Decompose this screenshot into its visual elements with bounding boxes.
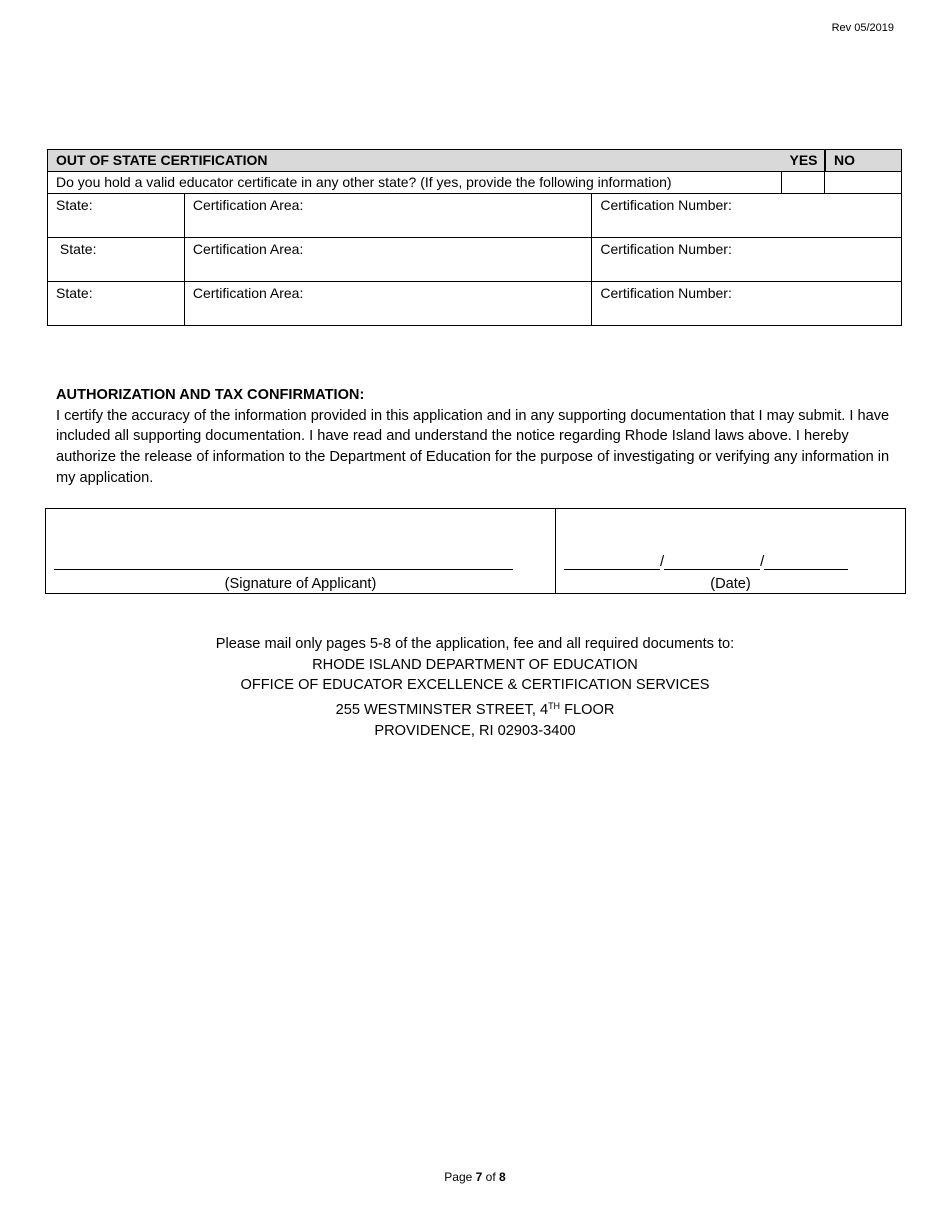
mailing-city: PROVIDENCE, RI 02903-3400 [374, 722, 576, 739]
mailing-office: OFFICE OF EDUCATOR EXCELLENCE & CERTIFICATION SERVICES [240, 677, 710, 694]
no-checkbox-cell[interactable] [825, 172, 902, 194]
state-field[interactable]: State: [48, 282, 185, 326]
authorization-heading: AUTHORIZATION AND TAX CONFIRMATION: [56, 387, 365, 403]
yes-header: YES [782, 150, 826, 171]
date-year-blank[interactable] [764, 555, 848, 570]
certification-row [48, 238, 902, 282]
certification-area-field[interactable]: Certification Area: [184, 194, 591, 238]
yes-checkbox-cell[interactable] [782, 172, 825, 194]
state-field[interactable]: State: [48, 194, 185, 238]
table-header-row [48, 150, 902, 172]
certification-row [48, 282, 902, 326]
date-line[interactable] [564, 553, 848, 570]
certification-area-field[interactable]: Certification Area: [184, 238, 591, 282]
signature-line[interactable] [54, 555, 513, 570]
certification-row [48, 194, 902, 238]
certification-number-field[interactable]: Certification Number: [592, 194, 902, 238]
mailing-department: RHODE ISLAND DEPARTMENT OF EDUCATION [312, 656, 638, 673]
mailing-line: Please mail only pages 5-8 of the application, fee and all required documents to: [215, 636, 735, 652]
authorization-section [56, 385, 896, 489]
date-month-blank[interactable] [564, 555, 660, 570]
signature-caption: (Signature of Applicant) [224, 576, 377, 592]
page-number: Page 7 of 8 [444, 1170, 506, 1184]
date-cell [556, 509, 905, 593]
authorization-text: I certify the accuracy of the information provided in this application and in any supporting documentation that I may submit. I have included all supporting documentation. I have read and understand the notice regarding Rhode Island laws above. I hereby authorize the release of information to the Department of Education for the purpose of investigating or verifying any information in my application. [56, 407, 890, 486]
date-separator: / [760, 553, 765, 570]
date-caption: (Date) [710, 576, 751, 592]
mailing-street: 255 WESTMINSTER STREET, 4TH FLOOR [335, 701, 615, 719]
certification-number-field[interactable]: Certification Number: [592, 282, 902, 326]
no-header: NO [834, 152, 856, 168]
signature-box [45, 508, 906, 594]
out-of-state-certification-table [47, 149, 902, 326]
question-row [48, 172, 902, 194]
mailing-instructions [0, 634, 950, 742]
signature-cell [46, 509, 556, 593]
certificate-question: Do you hold a valid educator certificate in any other state? (If yes, provide the following information) [48, 172, 782, 194]
section-title: OUT OF STATE CERTIFICATION [48, 150, 825, 172]
date-day-blank[interactable] [664, 555, 760, 570]
date-separator: / [660, 553, 665, 570]
state-field[interactable]: State: [48, 238, 185, 282]
revision-date: Rev 05/2019 [831, 22, 894, 34]
certification-number-field[interactable]: Certification Number: [592, 238, 902, 282]
certification-area-field[interactable]: Certification Area: [184, 282, 591, 326]
